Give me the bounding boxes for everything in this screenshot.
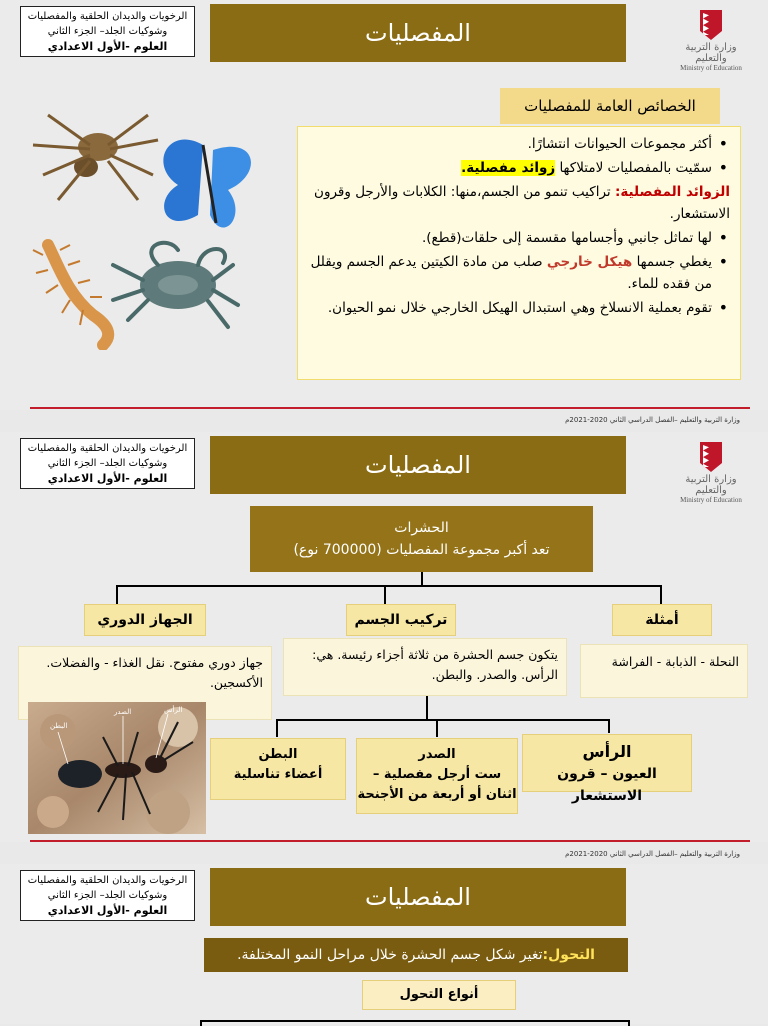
- connector-line: [384, 585, 386, 605]
- ant-label-abdomen: البطن: [50, 722, 68, 730]
- logo-ar: وزارة التربية والتعليم: [685, 42, 737, 64]
- logo-en: Ministry of Education: [680, 496, 742, 504]
- characteristics-box: [297, 126, 741, 380]
- spider-icon: [33, 115, 158, 200]
- page-title: المفصليات: [210, 868, 626, 926]
- lesson-header-box: [20, 6, 195, 57]
- insects-subtitle: تعد أكبر مجموعة المفصليات (700000 نوع): [293, 542, 550, 558]
- thorax-text: ست أرجل مفصلية – اثنان أو أربعة من الأجنحة: [357, 767, 517, 802]
- header-line: الرخويات والديدان الحلقية والمفصليات: [27, 11, 188, 22]
- abdomen-box: [210, 738, 346, 800]
- crest-icon: [700, 10, 722, 40]
- lesson-header-box: [20, 438, 195, 489]
- head-text: العيون – قرون الاستشعار: [557, 766, 657, 804]
- slide-1: [0, 0, 768, 410]
- thorax-box: [356, 738, 518, 814]
- logo-en: Ministry of Education: [680, 64, 742, 72]
- slide-divider: [30, 840, 750, 842]
- connector-line: [200, 1020, 630, 1022]
- head-box: [522, 734, 692, 804]
- definition-label: التحول:: [542, 947, 595, 963]
- header-line: وشوكيات الجلد– الجزء الثاني: [47, 458, 168, 469]
- page-title: المفصليات: [210, 4, 626, 62]
- ant-label-thorax: الصدر: [114, 708, 132, 716]
- connector-line: [660, 585, 662, 605]
- connector-line: [116, 585, 662, 587]
- page-title: المفصليات: [210, 436, 626, 494]
- header-line: الرخويات والديدان الحلقية والمفصليات: [27, 443, 188, 454]
- section-subtitle: الخصائص العامة للمفصليات: [500, 88, 720, 124]
- connector-line: [276, 719, 278, 737]
- connector-line: [276, 719, 610, 721]
- bullet-4: • يغطي جسمها هيكل خارجي صلب من مادة الكيتين يدعم الجسم ويقلل من فقده للماء.: [308, 251, 712, 295]
- header-line: وشوكيات الجلد– الجزء الثاني: [47, 26, 168, 37]
- thorax-title: الصدر: [418, 747, 456, 762]
- abdomen-text: أعضاء تناسلية: [233, 767, 323, 782]
- metamorphosis-types-label: أنواع التحول: [362, 980, 516, 1010]
- header-line: العلوم -الأول الاعدادي: [47, 472, 168, 485]
- animals-illustration: [28, 105, 268, 350]
- bullet-3: • لها تماثل جانبي وأجسامها مقسمة إلى حلقات(قطع).: [308, 227, 712, 249]
- slide-3: [0, 864, 768, 1024]
- body-structure-label: تركيب الجسم: [346, 604, 456, 636]
- bullet-1: • أكثر مجموعات الحيوانات انتشارًا.: [308, 133, 712, 155]
- highlight-term: زوائد مفصلية.: [461, 160, 556, 176]
- ant-label-head: الرأس: [164, 706, 183, 714]
- abdomen-title: البطن: [258, 747, 298, 762]
- slide-2: [0, 432, 768, 842]
- circulatory-label: الجهاز الدوري: [84, 604, 206, 636]
- bullet-2: • سمّيت بالمفصليات لامتلاكها زوائد مفصلية.: [308, 157, 712, 179]
- connector-line: [116, 585, 118, 605]
- connector-line: [200, 1020, 202, 1026]
- insects-header-box: [250, 506, 593, 572]
- ministry-logo: [676, 442, 746, 504]
- examples-text: النحلة - الذبابة - الفراشة: [580, 644, 748, 698]
- header-line: العلوم -الأول الاعدادي: [47, 904, 168, 917]
- header-line: وشوكيات الجلد– الجزء الثاني: [47, 890, 168, 901]
- ant-diagram: [28, 702, 206, 834]
- footer-text: وزارة التربية والتعليم –الفصل الدراسي الثاني 2020-2021م: [565, 850, 740, 858]
- butterfly-icon: [163, 140, 251, 228]
- ministry-logo: [676, 10, 746, 72]
- body-structure-text: يتكون جسم الحشرة من ثلاثة أجزاء رئيسة. هي: الرأس. والصدر. والبطن.: [283, 638, 567, 696]
- footer-text: وزارة التربية والتعليم –الفصل الدراسي الثاني 2020-2021م: [565, 416, 740, 424]
- definition-text: تغير شكل جسم الحشرة خلال مراحل النمو المختلفة.: [237, 947, 543, 963]
- joint-appendages-definition: الزوائد المفصلية: تراكيب تنمو من الجسم،منها: الكلابات والأرجل وقرون الاستشعار.: [314, 184, 730, 222]
- connector-line: [436, 719, 438, 737]
- circulatory-text: جهاز دوري مفتوح. نقل الغذاء - والفضلات. الأكسجين.: [18, 646, 272, 720]
- crest-icon: [700, 442, 722, 472]
- slide-divider: [30, 407, 750, 409]
- metamorphosis-definition: [204, 938, 628, 972]
- lesson-header-box: [20, 870, 195, 921]
- header-line: العلوم -الأول الاعدادي: [47, 40, 168, 53]
- header-line: الرخويات والديدان الحلقية والمفصليات: [27, 875, 188, 886]
- logo-ar: وزارة التربية والتعليم: [685, 474, 737, 496]
- connector-line: [628, 1020, 630, 1026]
- connector-line: [421, 572, 423, 586]
- centipede-icon: [33, 245, 108, 345]
- crab-icon: [113, 243, 238, 327]
- connector-line: [426, 696, 428, 720]
- examples-label: أمثلة: [612, 604, 712, 636]
- head-title: الرأس: [582, 742, 632, 761]
- connector-line: [608, 719, 610, 733]
- insects-title: الحشرات: [394, 520, 449, 536]
- bullet-5: • تقوم بعملية الانسلاخ وهي استبدال الهيكل الخارجي خلال نمو الحيوان.: [308, 297, 712, 319]
